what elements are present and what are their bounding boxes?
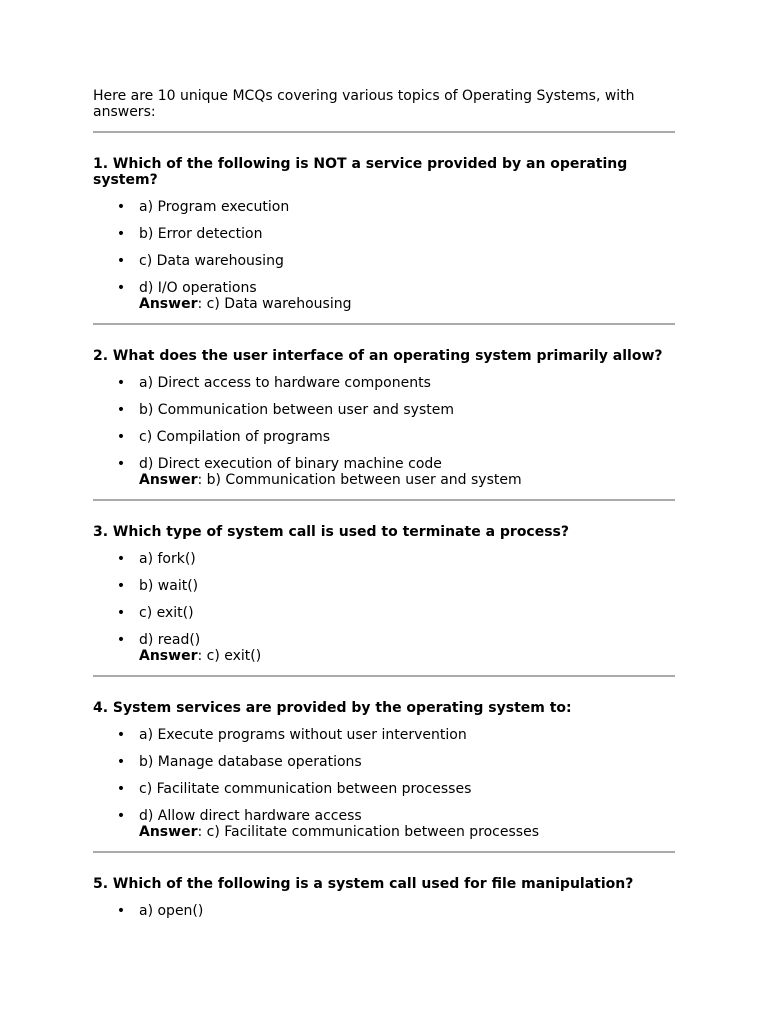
answer-text: : b) Communication between user and system <box>197 472 522 488</box>
option-list <box>93 551 675 664</box>
question-block <box>93 348 675 488</box>
option-item: • c) Facilitate communication between processes <box>116 781 472 797</box>
answer-text: : c) Facilitate communication between processes <box>197 824 539 840</box>
option-item: • a) open() <box>116 903 204 919</box>
bullet-icon: • <box>116 605 126 621</box>
divider <box>93 499 675 501</box>
answer-label: Answer <box>139 296 198 312</box>
divider <box>93 131 675 133</box>
option-item: • d) Allow direct hardware access Answer: c) Facilitate communication between processes <box>93 808 675 840</box>
question-text: 1. Which of the following is NOT a service provided by an operating system? <box>93 156 628 188</box>
option-list <box>93 375 675 488</box>
bullet-icon: • <box>116 375 126 391</box>
divider <box>93 851 675 853</box>
option-item: • b) Communication between user and system <box>116 402 454 418</box>
option-item: • a) Direct access to hardware components <box>116 375 431 391</box>
question-block <box>93 700 675 840</box>
option-item: • a) Program execution <box>116 199 290 215</box>
question-text: 2. What does the user interface of an operating system primarily allow? <box>93 348 663 364</box>
answer-line <box>139 648 675 664</box>
divider <box>93 675 675 677</box>
bullet-icon: • <box>116 551 126 567</box>
option-item: • d) I/O operations Answer: c) Data warehousing <box>93 280 675 312</box>
bullet-icon: • <box>116 456 126 472</box>
question-block <box>93 524 675 664</box>
question-block <box>93 156 675 312</box>
bullet-icon: • <box>116 727 126 743</box>
option-item: • a) Execute programs without user intervention <box>116 727 467 743</box>
bullet-icon: • <box>116 578 126 594</box>
bullet-icon: • <box>116 226 126 242</box>
option-item: • b) wait() <box>116 578 199 594</box>
bullet-icon: • <box>116 199 126 215</box>
question-text: 5. Which of the following is a system call used for file manipulation? <box>93 876 634 892</box>
question-text: 3. Which type of system call is used to terminate a process? <box>93 524 570 540</box>
option-item: • c) Compilation of programs <box>116 429 331 445</box>
option-item: • d) read() Answer: c) exit() <box>93 632 675 664</box>
answer-label: Answer <box>139 648 198 664</box>
bullet-icon: • <box>116 754 126 770</box>
option-item: • a) fork() <box>116 551 196 567</box>
bullet-icon: • <box>116 903 126 919</box>
option-item: • b) Manage database operations <box>116 754 362 770</box>
divider <box>93 323 675 325</box>
bullet-icon: • <box>116 808 126 824</box>
bullet-icon: • <box>116 429 126 445</box>
answer-label: Answer <box>139 824 198 840</box>
answer-line <box>139 824 675 840</box>
answer-text: : c) exit() <box>197 648 262 664</box>
document-content <box>93 88 675 919</box>
answer-line <box>139 296 675 312</box>
bullet-icon: • <box>116 402 126 418</box>
option-item: • b) Error detection <box>116 226 263 242</box>
answer-label: Answer <box>139 472 198 488</box>
intro-text: Here are 10 unique MCQs covering various topics of Operating Systems, with answers: <box>93 88 635 120</box>
option-list <box>93 727 675 840</box>
option-item: • d) Direct execution of binary machine code Answer: b) Communication between user and system <box>93 456 675 488</box>
bullet-icon: • <box>116 632 126 648</box>
option-list <box>93 903 675 919</box>
option-list <box>93 199 675 312</box>
answer-line <box>139 472 675 488</box>
question-text: 4. System services are provided by the operating system to: <box>93 700 572 716</box>
bullet-icon: • <box>116 781 126 797</box>
option-item: • c) Data warehousing <box>116 253 284 269</box>
bullet-icon: • <box>116 280 126 296</box>
question-block <box>93 876 675 919</box>
option-item: • c) exit() <box>116 605 194 621</box>
answer-text: : c) Data warehousing <box>197 296 352 312</box>
bullet-icon: • <box>116 253 126 269</box>
